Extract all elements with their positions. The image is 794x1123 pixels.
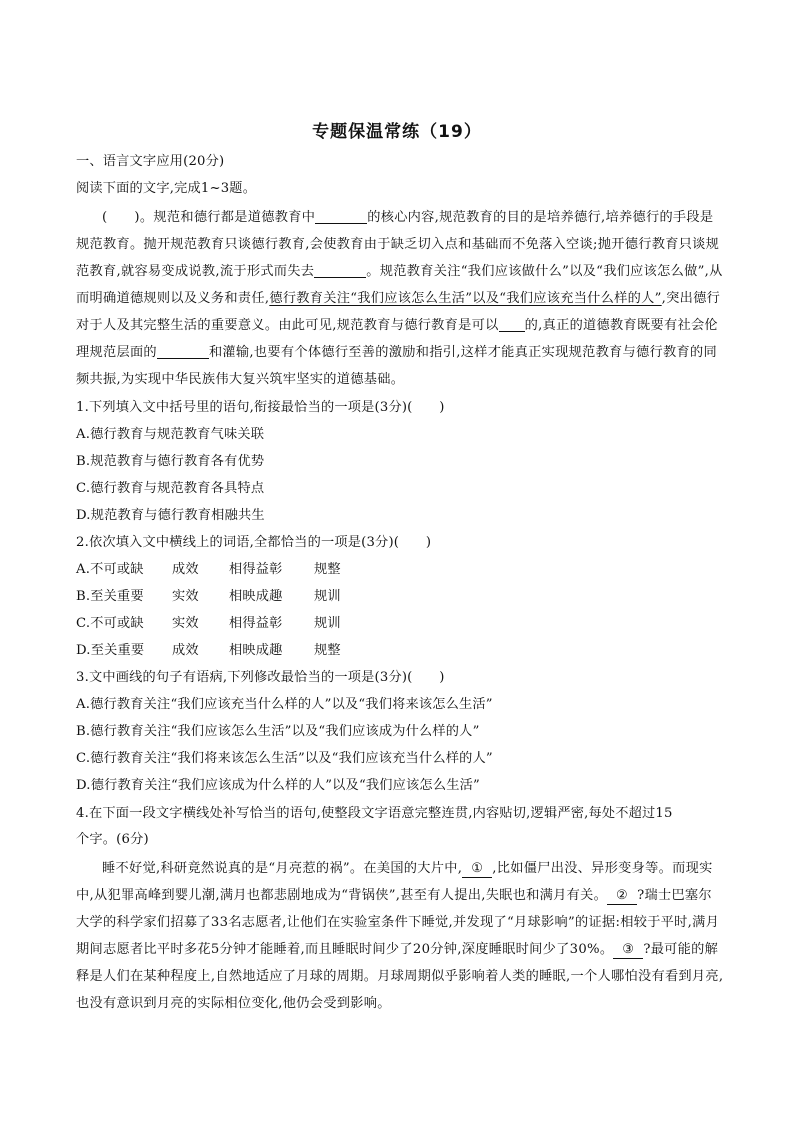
blank-marker-1: ①: [462, 861, 492, 878]
q1-option-d: D.规范教育与德行教育相融共生: [76, 508, 265, 523]
underlined-sentence: 德行教育关注“我们应该怎么生活”以及“我们应该充当什么样的人”: [269, 291, 662, 306]
q3-option-a: A.德行教育关注“我们应该充当什么样的人”以及“我们将来该怎么生活”: [76, 697, 493, 712]
reading-instruction: 阅读下面的文字,完成1~3题。: [76, 181, 257, 196]
passage-1: ( )。规范和德行都是道德教育中 的核心内容,规范教育的目的是培养德行,培养德行的手段是规范教育。抛开规范教育只谈德行教育,会使教育由于缺乏切入点和基础而不免落入空谈;抛开德行教育只谈规范教育,就容易变成说教,流于形式而失去 。规范教育关注“我们应该做什么”以及“我们应该怎么做”,从而明确道德规则以及义务和责任,德行教育关注“我们应该怎么生活”以及“我们应该充当什么样的人”,突出德行对于人及其完整生活的重要意义。由此可见,规范教育与德行教育是可以 的,真正的道德教育既要有社会伦理规范层面的 和灌输,也要有个体德行至善的激励和指引,这样才能真正实现规范教育与德行教育的同频共振,为实现中华民族伟大复兴筑牢坚实的道德基础。: [76, 210, 723, 387]
blank-3: [499, 317, 525, 332]
page-title: 专题保温常练（19）: [312, 122, 482, 142]
q2-option-c: C.不可或缺 实效 相得益彰 规训: [76, 616, 341, 631]
blank-4: [157, 344, 209, 359]
q2-option-b: B.至关重要 实效 相映成趣 规训: [76, 589, 341, 604]
question-4-stem-cont: 个字。(6分): [76, 832, 149, 847]
question-4-stem: 4.在下面一段文字横线处补写恰当的语句,使整段文字语意完整连贯,内容贴切,逻辑严密,每处不超过15: [76, 806, 673, 821]
blank-1: [315, 209, 367, 224]
q1-option-a: A.德行教育与规范教育气味关联: [76, 427, 265, 442]
blank-2: [314, 263, 366, 278]
q2-option-a: A.不可或缺 成效 相得益彰 规整: [76, 562, 341, 577]
q3-option-b: B.德行教育关注“我们应该怎么生活”以及“我们应该成为什么样的人”: [76, 724, 480, 739]
passage-2: 睡不好觉,科研竟然说真的是“月亮惹的祸”。在美国的大片中, ① ,比如僵尸出没、异形变身等。而现实中,从犯罪高峰到婴儿潮,满月也都悲剧地成为“背锅侠”,甚至有人提出,失眠也和满月有关。 ② ?瑞士巴塞尔大学的科学家们招募了33名志愿者,让他们在实验室条件下睡觉,并发现了“月球影响”的证据:相较于平时,满月期间志愿者比平时多花5分钟才能睡着,而且睡眠时间少了20分钟,深度睡眠时间少了30%。 ③ ?最可能的解释是人们在某种程度上,自然地适应了月球的周期。月球周期似乎影响着人类的睡眠,一个人哪怕没有看到月亮,也没有意识到月亮的实际相位变化,他仍会受到影响。: [76, 861, 724, 1011]
section-heading: 一、语言文字应用(20分): [76, 154, 225, 169]
question-1-stem: 1.下列填入文中括号里的语句,衔接最恰当的一项是(3分)( ): [76, 400, 445, 415]
q3-option-d: D.德行教育关注“我们应该成为什么样的人”以及“我们应该怎么生活”: [76, 778, 480, 793]
blank-marker-2: ②: [607, 888, 637, 905]
question-2-stem: 2.依次填入文中横线上的词语,全都恰当的一项是(3分)( ): [76, 535, 432, 550]
q1-option-b: B.规范教育与德行教育各有优势: [76, 454, 265, 469]
question-3-stem: 3.文中画线的句子有语病,下列修改最恰当的一项是(3分)( ): [76, 670, 445, 685]
blank-marker-3: ③: [613, 942, 643, 959]
q1-option-c: C.德行教育与规范教育各具特点: [76, 481, 265, 496]
answer-paren: ( ): [102, 210, 140, 225]
q2-option-d: D.至关重要 成效 相映成趣 规整: [76, 643, 341, 658]
q3-option-c: C.德行教育关注“我们将来该怎么生活”以及“我们应该充当什么样的人”: [76, 751, 493, 766]
